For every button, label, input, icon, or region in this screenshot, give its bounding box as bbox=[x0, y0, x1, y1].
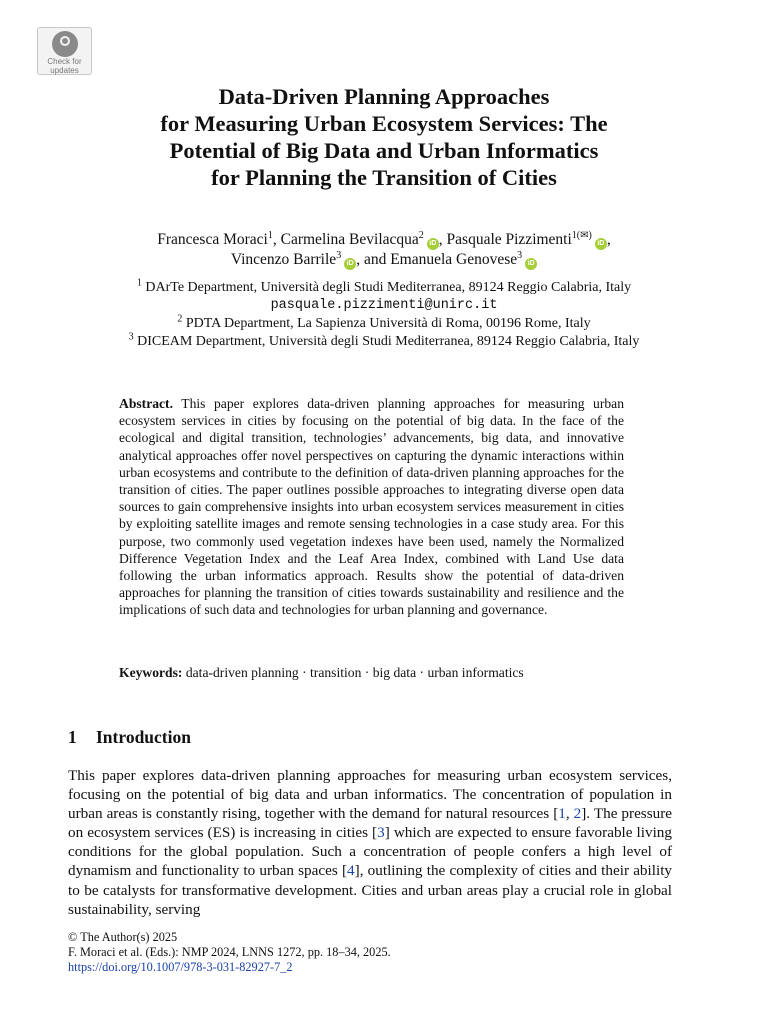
orcid-icon[interactable]: iD bbox=[595, 238, 607, 250]
orcid-icon[interactable]: iD bbox=[427, 238, 439, 250]
paper-title bbox=[60, 83, 708, 191]
badge-label-1: Check for bbox=[47, 57, 82, 66]
affiliation-number: 1 bbox=[136, 277, 142, 289]
affiliation-text: DICEAM Department, Università degli Studi Mediterranea, 89124 Reggio Calabria, Italy bbox=[137, 334, 640, 349]
title-line: for Measuring Urban Ecosystem Services: The bbox=[160, 111, 608, 136]
section-number: 1 bbox=[68, 727, 77, 747]
author-affiliation-mark: 2 bbox=[418, 229, 424, 241]
abstract-label: Abstract. bbox=[119, 396, 173, 411]
title-line: Data-Driven Planning Approaches bbox=[218, 84, 550, 109]
author-name: Carmelina Bevilacqua bbox=[280, 231, 419, 248]
body-text-segment: , bbox=[565, 805, 574, 823]
affiliation-1 bbox=[60, 279, 708, 297]
badge-label-2: updates bbox=[50, 66, 79, 75]
author-name: Emanuela Genovese bbox=[390, 251, 518, 268]
author-affiliation-mark: 1 bbox=[267, 229, 273, 241]
keywords bbox=[119, 664, 624, 681]
citation-link[interactable]: 1 bbox=[558, 805, 566, 823]
author-affiliation-mark: 1(✉) bbox=[571, 229, 592, 241]
keywords-text: data-driven planning · transition · big data · urban informatics bbox=[185, 665, 524, 680]
title-line: for Planning the Transition of Cities bbox=[211, 165, 557, 190]
affiliation-3 bbox=[60, 333, 708, 351]
affiliation-number: 2 bbox=[177, 313, 183, 325]
abstract bbox=[119, 395, 624, 619]
affiliation-text: DArTe Department, Università degli Studi Mediterranea, 89124 Reggio Calabria, Italy bbox=[145, 280, 632, 295]
section-title: Introduction bbox=[96, 727, 191, 747]
copyright-notice: © The Author(s) 2025 bbox=[68, 930, 178, 944]
section-heading bbox=[68, 727, 191, 748]
author-affiliation-mark: 3 bbox=[336, 249, 342, 261]
author-line-1 bbox=[60, 230, 708, 250]
citation-link[interactable]: 2 bbox=[573, 805, 582, 823]
body-text-segment: ]. The pressure on ecosystem services (ES) is increasing in cities [ bbox=[68, 805, 673, 842]
title-line: Potential of Big Data and Urban Informatics bbox=[169, 138, 599, 163]
check-for-updates-badge[interactable] bbox=[37, 27, 92, 75]
affiliation-text: PDTA Department, La Sapienza Università di Roma, 00196 Rome, Italy bbox=[185, 316, 591, 331]
author-separator: , bbox=[272, 231, 277, 248]
bookmark-icon bbox=[52, 31, 78, 57]
introduction-paragraph bbox=[68, 766, 672, 919]
citation-link[interactable]: 3 bbox=[377, 824, 385, 842]
author-separator: , and bbox=[356, 251, 387, 268]
author-name: Pasquale Pizzimenti bbox=[446, 231, 572, 248]
author-separator: , bbox=[606, 231, 611, 248]
orcid-icon[interactable]: iD bbox=[344, 258, 356, 270]
author-name: Vincenzo Barrile bbox=[230, 251, 337, 268]
affiliations bbox=[60, 279, 708, 351]
author-name: Francesca Moraci bbox=[157, 231, 268, 248]
author-line-2 bbox=[60, 250, 708, 270]
citation-info: F. Moraci et al. (Eds.): NMP 2024, LNNS 1272, pp. 18–34, 2025. bbox=[68, 945, 391, 960]
keywords-label: Keywords: bbox=[119, 665, 183, 680]
page-footer bbox=[68, 930, 391, 976]
affiliation-2 bbox=[60, 315, 708, 333]
affiliation-number: 3 bbox=[128, 331, 134, 343]
orcid-icon[interactable]: iD bbox=[525, 258, 537, 270]
body-text-segment: ] which are expected to ensure favorable living conditions for the global population. Such a concentration of people confers a high level of dynamism and functionality to urban spaces [ bbox=[68, 824, 672, 880]
author-affiliation-mark: 3 bbox=[517, 249, 523, 261]
doi-link[interactable]: https://doi.org/10.1007/978-3-031-82927-7_2 bbox=[68, 960, 293, 975]
abstract-text: This paper explores data-driven planning approaches for measuring urban ecosystem services in cities by focusing on the potential of big data. In the face of the ecological and digital transition, technologies’ advancements, big data, and innovative analytical approaches offer novel perspectives on capturing the dynamic interactions within urban ecosystems and contribute to the definition of data-driven planning approaches for the transition of cities. The paper outlines possible approaches to integrating diverse open data sources to gain comprehensive insights into urban ecosystem services measurement in cities by exploiting satellite images and remote sensing technologies in a case study area. For this purpose, two commonly used vegetation indexes have been used, namely the Normalized Difference Vegetation Index and the Leaf Area Index, combined with Land Use data following the urban informatics approach. Results show the potential of data-driven approaches for planning the transition of cities towards sustainability and resilience and the implications of such data and technologies for urban planning and governance. bbox=[119, 396, 624, 618]
body-text-segment: ], outlining the complexity of cities and their ability to be catalysts for transformative development. Cities and urban areas play a crucial role in global sustainability, serving bbox=[68, 862, 673, 918]
body-text-segment: This paper explores data-driven planning approaches for measuring urban ecosystem services, focusing on the potential of big data and urban informatics. The concentration of population in urban areas is constantly rising, together with the demand for natural resources [ bbox=[68, 767, 672, 823]
citation-link[interactable]: 4 bbox=[347, 862, 355, 880]
author-list bbox=[60, 230, 708, 270]
corresponding-email[interactable]: pasquale.pizzimenti@unirc.it bbox=[270, 298, 498, 313]
author-separator: , bbox=[438, 231, 443, 248]
